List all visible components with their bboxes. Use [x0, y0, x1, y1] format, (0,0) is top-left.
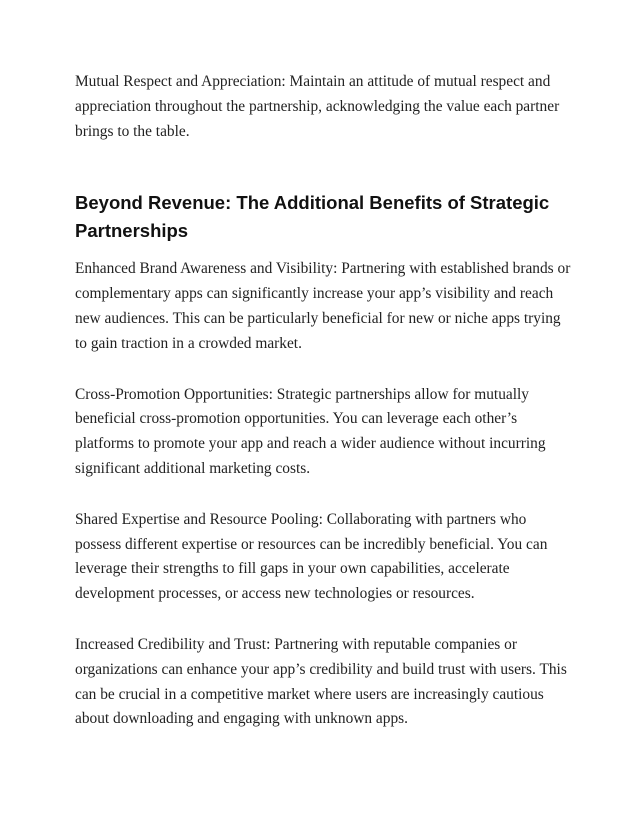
paragraph-shared-expertise: Shared Expertise and Resource Pooling: Collaborating with partners who possess different expertise or resources can be incredibly beneficial. You can leverage their strengths to fill gaps in your own capabilities, accelerate development processes, or access new technologies or resources.: [75, 510, 548, 603]
document-content: [75, 70, 575, 758]
paragraph-cross-promotion: Cross-Promotion Opportunities: Strategic partnerships allow for mutually beneficial cross-promotion opportunities. You can leverage each other’s platforms to promote your app and reach a wider audience without incurring significant additional marketing costs.: [75, 385, 546, 477]
intro-paragraph: Mutual Respect and Appreciation: Maintain an attitude of mutual respect and appreciation throughout the partnership, acknowledging the value each partner brings to the table.: [75, 73, 560, 140]
paragraph-credibility-trust: Increased Credibility and Trust: Partnering with reputable companies or organizations can enhance your app’s credibility and build trust with users. This can be crucial in a competitive market where users are increasingly cautious about downloading and engaging with unknown apps.: [75, 635, 567, 728]
paragraph-brand-awareness: Enhanced Brand Awareness and Visibility: Partnering with established brands or complementary apps can significantly increase your app’s visibility and reach new audiences. This can be particularly beneficial for new or niche apps trying to gain traction in a crowded market.: [75, 260, 571, 352]
section-heading: Beyond Revenue: The Additional Benefits of Strategic Partnerships: [75, 192, 550, 242]
